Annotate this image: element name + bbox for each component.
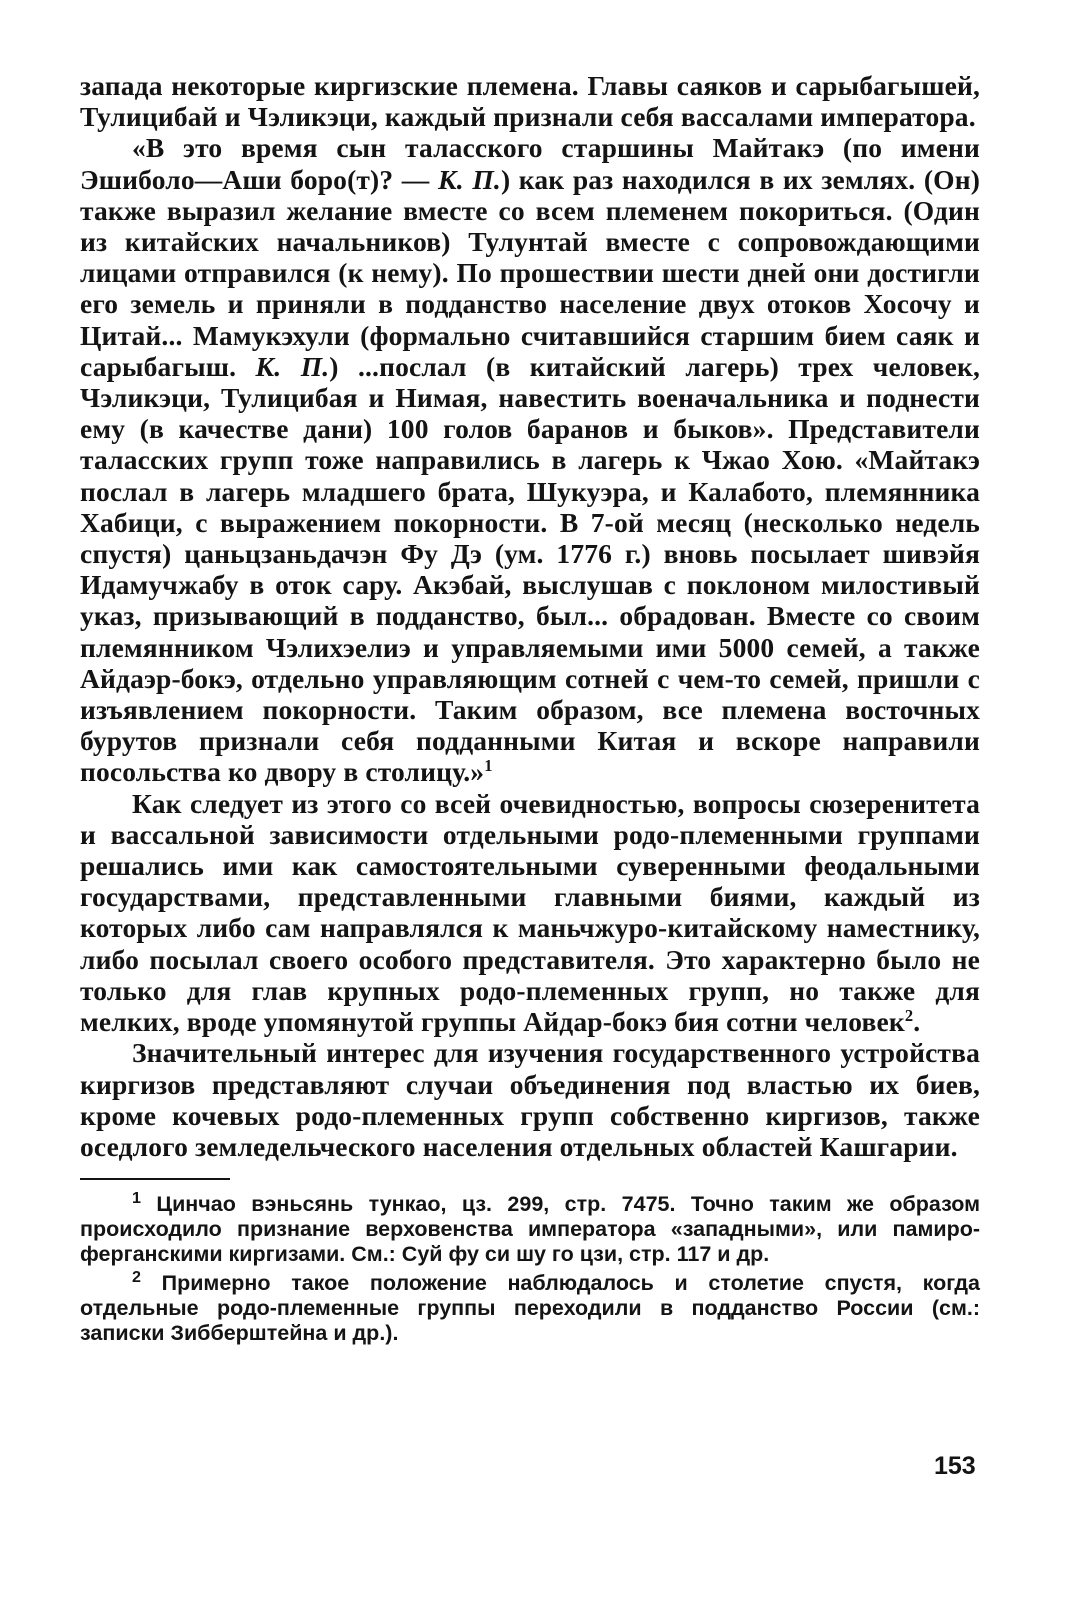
footnote-2 xyxy=(80,1267,980,1346)
paragraph-4 xyxy=(80,1037,980,1162)
footnote-1 xyxy=(80,1188,980,1267)
footnote-1-text: Цинчао вэньсянь тункао, цз. 299, стр. 7475. Точно таким же образом происходило признание верховенства императора «западными», или памиро-ферганскими киргизами. См.: Суй фу си шу го цзи, стр. 117 и др. xyxy=(80,1192,980,1267)
paragraph-4-text: Значительный интерес для изучения государственного устройства киргизов представляют случаи объединения под властью их биев, кроме кочевых родо-племенных групп собственно киргизов, также оседлого земледельческого населения отдельных областей Кашгарии. xyxy=(80,1037,980,1162)
paragraph-3-end: . xyxy=(913,1006,921,1038)
paragraph-1 xyxy=(80,70,980,132)
footnote-mark-1[interactable]: 1 xyxy=(484,756,493,776)
paragraph-3 xyxy=(80,788,980,1038)
page-number: 153 xyxy=(934,1452,976,1480)
footnote-mark-2[interactable]: 2 xyxy=(904,1005,914,1025)
footnote-divider xyxy=(80,1178,230,1180)
paragraph-2-quote xyxy=(80,132,980,787)
footnote-2-mark: 2 xyxy=(132,1267,141,1286)
footnote-2-text: Примерно такое положение наблюдалось и столетие спустя, когда отдельные родо-племенные группы переходили в подданство России (см.: записки Зибберштейна и др.). xyxy=(80,1271,980,1346)
quote-text-part-2: ) как раз находился в их землях. (Он) также выразил желание вместе со всем племенем покориться. (Один из китайских начальников) Тулунтай вместе с сопровождающими лицами отправился (к нему). По прошествии шести дней они достигли его земель и приняли в подданство население двух отоков Хосочу и Цитай... Мамукэхули (формально считавшийся старшим бием саяк и сарыбагыш. xyxy=(80,163,981,382)
author-initials-ref-2: К. П. xyxy=(255,350,330,382)
quote-text-part-3: ) ...послал (в китайский лагерь) трех человек, Чэликэци, Тулицибая и Нимая, навестить военачальника и поднести ему (в качестве дани) 100 голов баранов и быков». Представители таласских групп тоже направились в лагерь к Чжао Хою. «Майтакэ послал в лагерь младшего брата, Шукуэра, и Калабото, племянника Хабици, с выражением покорности. В 7-ой месяц (несколько недель спустя) цаньцзаньдачэн Фу Дэ (ум. 1776 г.) вновь посылает шивэйя Идамучжабу в оток сару. Акэбай, выслушав с поклоном милостивый указ, призывающий в подданство, был... обрадован. Вместе со своим племянником Чэлихэелиэ и управляемыми ими 5000 семей, а также Айдаэр-бокэ, отдельно управляющим сотней с чем-то семей, пришли с изъявлением покорности. Таким образом, все племена восточных бурутов признали себя подданными Китая и вскоре направили посольства ко двору в столицу.» xyxy=(80,350,980,788)
paragraph-1-text: запада некоторые киргизские племена. Главы саяков и сарыбагышей, Тулицибай и Чэликэци, каждый признали себя вассалами императора. xyxy=(80,70,980,133)
paragraph-3-text: Как следует из этого со всей очевидностью, вопросы сюзеренитета и вассальной зависимости отдельными родо-племенными группами решались ими как самостоятельными суверенными феодальными государствами, представленными главными биями, каждый из которых либо сам направлялся к маньчжуро-китайскому наместнику, либо посылал своего особого представителя. Это характерно было не только для глав крупных родо-племенных групп, но также для мелких, вроде упомянутой группы Айдар-бокэ бия сотни человек xyxy=(80,787,980,1038)
quote-text-part-1: «В это время сын таласского старшины Майтакэ (по имени Эшиболо—Аши боро(т)? — xyxy=(80,132,980,195)
author-initials-ref-1: К. П. xyxy=(438,163,501,195)
footnote-1-mark: 1 xyxy=(132,1188,141,1207)
book-page xyxy=(80,70,980,1570)
